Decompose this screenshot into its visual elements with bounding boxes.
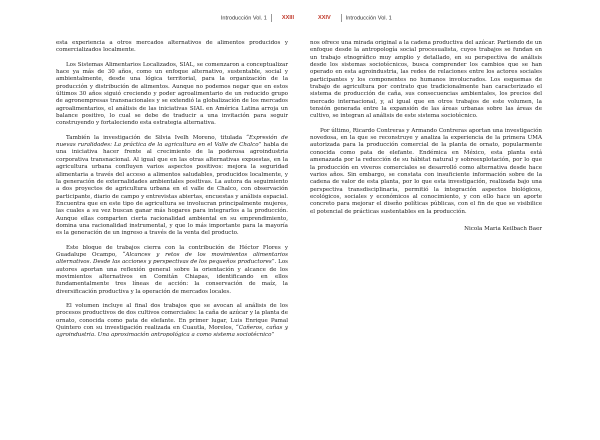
paragraph [56,40,288,55]
paragraph-text: Los Sistemas Alimentarios Localizados, SIAL, se comenzaron a conceptualizar hace ya más de 30 años, como un enfoque alternativo, sustentable, social y ambientalmente, desde una lógica territorial, para la organización de la producción y distribución de alimentos. Aunque no podemos negar que en estos últimos 30 años siguió creciendo y poder agroalimentario de un reducido grupo de agronempresas transnacionales y se extendió la globalización de los mercados agroalimentarios, el análisis de las iniciativas SIAL en América Latina arroja un balance positivo, lo cual se debe de traducir a una invitación para seguir construyendo y fortaleciendo esta estrategia alternativa. [56,61,288,127]
running-head-right [318,14,392,22]
right-body-text [310,40,542,233]
paragraph-text: Por último, Ricardo Contreras y Armando Contreras aportan una investigación novedosa, en la que se reconstruye y analiza la experiencia de la primera UMA autorizada para la producción comercial de la planta de ornato, popularmente conocida como pata de elefante. Endémica en México, esta planta está amenazada por la reducción de su hábitat natural y sobreexplotación, por lo que la producción en viveros comerciales se desarrolló como alternativa desde hace varios años. Sin embargo, se constata con insuficiente información sobre de la cadena de valor de esta planta, por lo que esta investigación, realizada bajo una perspectiva transdisciplinaria, permitió la integración aspectos biológicos, ecológicos, sociales y económicos al conocimiento, y con ello hace un aporte concreto para mejorar el diseño políticas públicas, con el fin de que se visibilice el potencial de prácticas sustentables en la producción. [310,127,542,215]
running-head-title: Introducción Vol. 1 [220,15,267,22]
right-page [310,0,542,440]
paragraph [56,303,288,340]
paragraph [310,128,542,216]
page-number: XXIII [281,15,294,22]
paragraph [56,62,288,128]
left-body-text [56,40,288,340]
page-number: XXIV [318,15,331,22]
running-head-left [221,14,294,22]
running-head-divider [271,14,272,22]
paragraph [56,245,288,296]
running-head-title: Introducción Vol. 1 [345,15,392,22]
paragraph-text: Este bloque de trabajos cierra con la contribución de Héctor Flores y Guadalupe Ocampo, “ [56,244,288,258]
italic-title-text: Expresión de nuevas ruralidades: La práctica de la agricultura en el Valle de Chalco [56,134,288,149]
paragraph-text: nos ofrece una mirada original a la cadena productiva del azúcar. Partiendo de un enfoque desde la antropología social procesualista, cuyos trabajos se fundan en un trabajo etnográfico muy amplio y detallado, en su perspectiva de análisis desde los sistemas sociotécnicos, busca comprender los cambios que se han operado en esta agroindustria, las redes de relaciones entre los actores sociales participantes y los componentes no humanos involucrados. Los esquemas de trabajo de agricultura por contrato que tradicionalmente han caracterizado el sistema de producción de caña, sus consecuencias ambientales, los precios del mercado internacional, y, al igual que en otros trabajos de este volumen, la tensión generada entre la expansión de las áreas urbanas sobre las áreas de cultivo, se integran al análisis de este sistema sociotécnico. [310,40,542,120]
author-signature: Nicola Maria Keilbach Baer [464,225,542,232]
italic-title-text: Cañeros, cañas y agroindustria. Una aproximación antropológica a como sistema sociotécnico [56,325,288,339]
running-head-divider [341,14,342,22]
paragraph [56,135,288,238]
paragraph-text: ” [271,332,275,339]
paragraph-text: También la investigación de Silvia Ivelh Moreno, titulada “ [66,134,249,141]
paragraph-text: ”. Los autores aportan una reflexión general sobre la orientación y alcance de los movimientos alternativos en Comitán Chiapas, identificando en ellos fundamentalmente tres líneas de acción: la conservación de maíz, la diversificación productiva y la operación de mercados locales. [56,259,289,295]
paragraph-text: El volumen incluye al final dos trabajos que se avocan al análisis de los procesos productivos de dos cultivos comerciales: la caña de azúcar y la planta de ornato, conocida como pata de elefante. En primer lugar, Luis Enrique Pamal Quintero con su investigación realizada en Cuautla, Morelos, “ [56,303,288,332]
italic-title-text: Alcances y retos de los movimientos alimentarios alternativos. Desde las acciones y perspectivas de los pequeños productores [56,251,288,266]
paragraph-text: ” habla de una iniciativa hacer frente al crecimiento de la poderosa agroindustria corporativa transnacional. Al igual que en las otras alternativas expuestas, en la agricultura urbana confluyen varios aspectos positivos: mejora la seguridad alimentaria a través del acceso a alimentos saludables, producidos localmente, y la generación de externalidades ambientales positivas. La autora da seguimiento a dos proyectos de agricultura urbana en el valle de Chalco, con observación participante, diario de campo y entrevistas abiertas, encuestas y análisis espacial. Encuentra que en este tipo de agricultura se involucran principalmente mujeres, las cuales a su vez buscan ganar más hogares para integrarlos a la producción. Aunque ellas comparten cierta racionalidad ambiental en su emprendimiento, domina una racionalidad instrumental, y que lo más importante para la mayoría es la generación de un ingreso a través de la venta del producto. [56,142,288,237]
paragraph [310,40,542,121]
left-page [56,0,294,440]
paragraph-text: esta experiencia a otros mercados alternativos de alimentos producidos y comercializados localmente. [56,40,288,54]
